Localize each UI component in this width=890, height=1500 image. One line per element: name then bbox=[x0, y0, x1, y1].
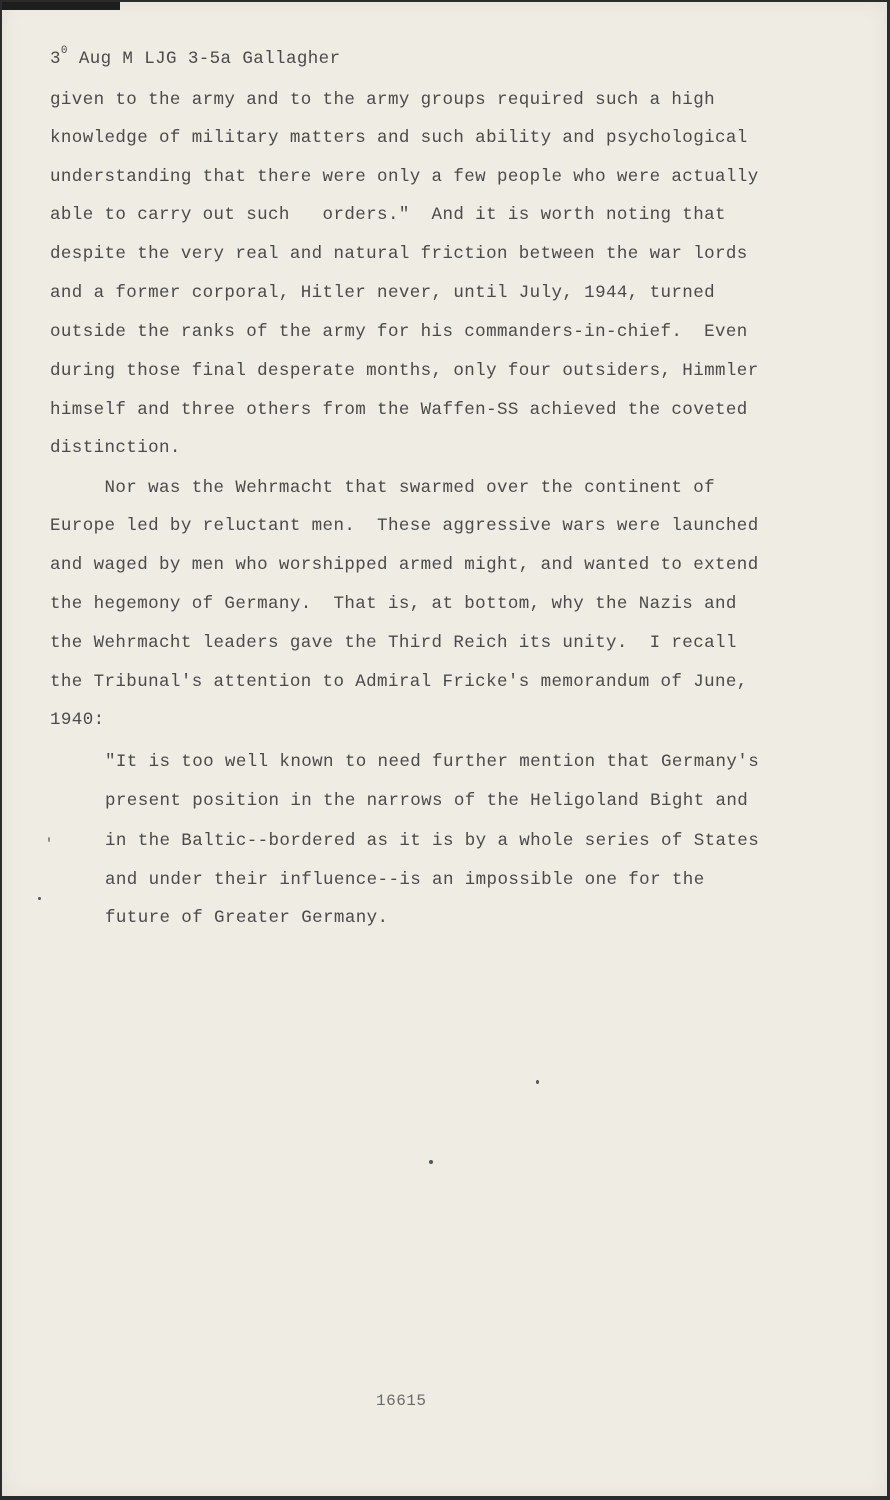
top-edge-tab bbox=[2, 2, 120, 10]
text-line: given to the army and to the army groups required such a high bbox=[50, 90, 716, 110]
page-number: 16615 bbox=[376, 1392, 427, 1410]
text-line: during those final desperate months, only four outsiders, Himmler bbox=[50, 361, 759, 381]
text-line: 1940: bbox=[50, 710, 105, 730]
quote-line: in the Baltic--bordered as it is by a whole series of States bbox=[105, 831, 760, 851]
paper-speck bbox=[38, 897, 41, 900]
text-line: himself and three others from the Waffen-SS achieved the coveted bbox=[50, 400, 748, 420]
quote-line: "It is too well known to need further mention that Germany's bbox=[105, 752, 760, 772]
quote-line: future of Greater Germany. bbox=[105, 908, 389, 928]
header-day-superscript: 0 bbox=[60, 45, 68, 57]
paper-speck bbox=[536, 1080, 539, 1084]
text-line: distinction. bbox=[50, 438, 181, 458]
paper-speck bbox=[48, 837, 50, 842]
text-line: and a former corporal, Hitler never, until July, 1944, turned bbox=[50, 283, 716, 303]
text-line: able to carry out such orders." And it is worth noting that bbox=[50, 205, 726, 225]
quote-line: present position in the narrows of the Heligoland Bight and bbox=[105, 791, 749, 811]
text-line: the hegemony of Germany. That is, at bottom, why the Nazis and bbox=[50, 594, 737, 614]
quote-line: and under their influence--is an impossible one for the bbox=[105, 870, 705, 890]
text-line: understanding that there were only a few people who were actually bbox=[50, 167, 759, 187]
text-line: knowledge of military matters and such ability and psychological bbox=[50, 128, 748, 148]
paper-speck bbox=[429, 1160, 433, 1164]
text-line: and waged by men who worshipped armed might, and wanted to extend bbox=[50, 555, 759, 575]
text-line: despite the very real and natural friction between the war lords bbox=[50, 244, 748, 264]
text-line: the Tribunal's attention to Admiral Fricke's memorandum of June, bbox=[50, 672, 748, 692]
text-line: outside the ranks of the army for his commanders-in-chief. Even bbox=[50, 322, 748, 342]
text-line: Nor was the Wehrmacht that swarmed over the continent of bbox=[50, 478, 716, 498]
document-header bbox=[50, 45, 341, 69]
text-line: the Wehrmacht leaders gave the Third Reich its unity. I recall bbox=[50, 633, 737, 653]
text-line: Europe led by reluctant men. These aggressive wars were launched bbox=[50, 516, 759, 536]
document-page bbox=[2, 2, 887, 1496]
header-day: 3 bbox=[50, 48, 61, 69]
header-rest: Aug M LJG 3-5a Gallagher bbox=[67, 48, 341, 69]
